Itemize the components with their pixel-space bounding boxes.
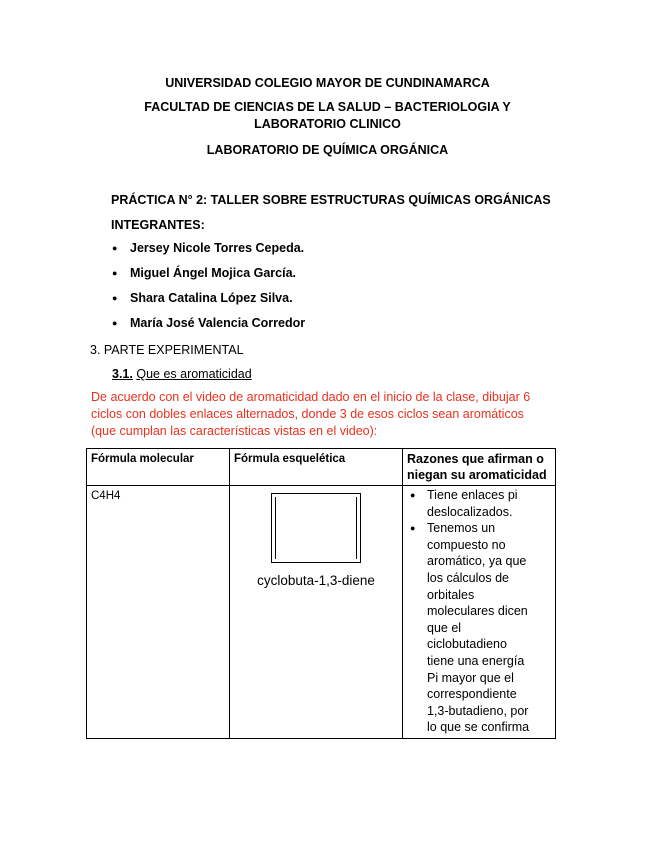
aromaticity-table	[86, 448, 556, 739]
cell-reasons	[403, 486, 556, 739]
reason-line: ciclobutadieno	[427, 637, 507, 652]
reason-line: ● Tiene enlaces pi	[427, 488, 518, 502]
subsection-heading	[112, 366, 252, 383]
cyclobutadiene-structure	[271, 493, 361, 563]
reasons-list	[407, 487, 551, 736]
table-row	[87, 486, 556, 739]
member-item: ● Miguel Ángel Mojica García.	[112, 265, 305, 290]
reason-item	[407, 487, 551, 520]
reason-line: orbitales	[427, 587, 475, 602]
section-heading: 3. PARTE EXPERIMENTAL	[90, 343, 244, 357]
university-title: UNIVERSIDAD COLEGIO MAYOR DE CUNDINAMARCA	[165, 76, 490, 90]
header-reasons	[403, 449, 556, 486]
header-skeletal-formula: Fórmula esquelética	[230, 449, 403, 486]
reason-item	[407, 520, 551, 736]
reason-line: compuesto no	[427, 537, 506, 552]
instructions-text	[91, 389, 571, 440]
header-reasons-line: niegan su aromaticidad	[407, 468, 547, 482]
members-list	[112, 240, 305, 340]
subsection-title: Que es aromaticidad	[136, 367, 252, 381]
reason-line: ● Tenemos un	[427, 521, 496, 536]
reason-line: correspondiente	[427, 687, 517, 702]
instructions-line: ciclos con dobles enlaces alternados, donde 3 de esos ciclos sean aromáticos	[91, 407, 524, 421]
table-header-row	[87, 449, 556, 486]
subsection-number: 3.1.	[112, 367, 133, 381]
faculty-line-1: FACULTAD DE CIENCIAS DE LA SALUD – BACTERIOLOGIA Y	[144, 100, 511, 114]
header-reasons-line: Razones que afirman o	[407, 452, 544, 466]
reason-line: deslocalizados.	[427, 504, 513, 519]
member-item: ● Shara Catalina López Silva.	[112, 290, 305, 315]
instructions-line: De acuerdo con el video de aromaticidad dado en el inicio de la clase, dibujar 6	[91, 390, 531, 404]
members-heading: INTEGRANTES:	[111, 218, 205, 232]
reason-line: que el	[427, 620, 462, 635]
practice-title: PRÁCTICA N° 2: TALLER SOBRE ESTRUCTURAS QUÍMICAS ORGÁNICAS	[111, 193, 551, 207]
structure-name: cyclobuta-1,3-diene	[257, 573, 375, 588]
member-item: ● Jersey Nicole Torres Cepeda.	[112, 240, 305, 265]
header-molecular-formula: Fórmula molecular	[87, 449, 230, 486]
instructions-line: (que cumplan las características vistas en el video):	[91, 424, 378, 438]
member-item: ● María José Valencia Corredor	[112, 315, 305, 340]
double-bond-lines	[275, 497, 357, 559]
reason-line: los cálculos de	[427, 570, 509, 585]
reason-line: lo que se confirma	[427, 720, 530, 735]
reason-line: tiene una energía	[427, 653, 525, 668]
faculty-line-2: LABORATORIO CLINICO	[254, 117, 401, 131]
reason-line: Pi mayor que el	[427, 670, 514, 685]
cell-skeletal-formula	[230, 486, 403, 739]
reason-line: moleculares dicen	[427, 604, 528, 619]
reason-line: aromático, ya que	[427, 554, 527, 569]
lab-title: LABORATORIO DE QUÍMICA ORGÁNICA	[206, 143, 449, 157]
cell-molecular-formula: C4H4	[87, 486, 230, 739]
reason-line: 1,3-butadieno, por	[427, 703, 529, 718]
